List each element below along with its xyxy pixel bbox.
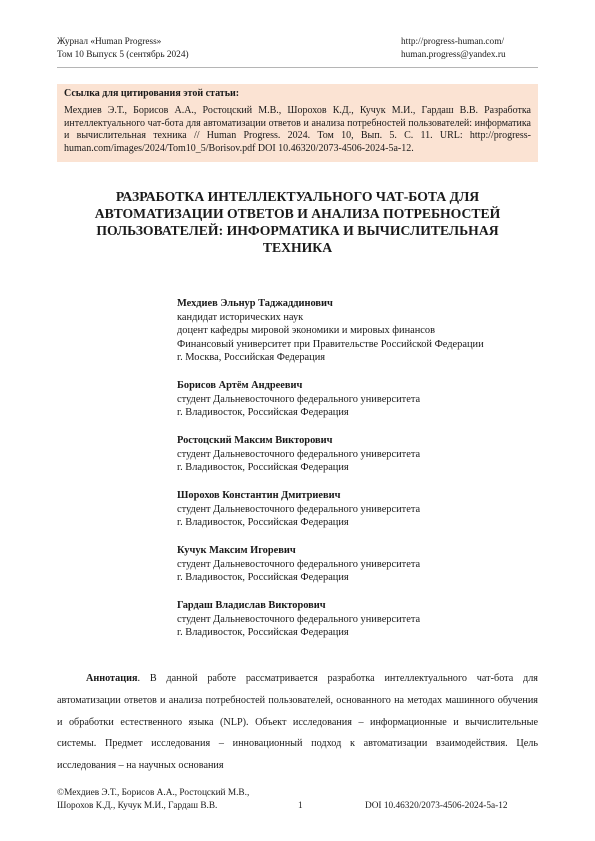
title-line: РАЗРАБОТКА ИНТЕЛЛЕКТУАЛЬНОГО ЧАТ-БОТА ДЛЯ	[115, 189, 480, 204]
author-affiliation: студент Дальневосточного федерального университета	[177, 393, 421, 405]
abstract-label: Аннотация	[86, 673, 138, 685]
journal-header-right	[401, 36, 506, 62]
journal-email-link[interactable]: human.progress@yandex.ru	[401, 50, 506, 60]
author-affiliation: студент Дальневосточного федерального университета	[177, 448, 421, 460]
author-affiliation: студент Дальневосточного федерального университета	[177, 613, 421, 625]
footer-doi: DOI 10.46320/2073-4506-2024-5a-12	[365, 801, 508, 811]
copyright-line: Шорохов К.Д., Кучук М.И., Гардаш В.В.	[57, 800, 218, 811]
author-location: г. Владивосток, Российская Федерация	[177, 627, 349, 638]
author-name: Шорохов Константин Дмитриевич	[177, 490, 341, 501]
abstract-paragraph	[57, 668, 538, 777]
author-affiliation: студент Дальневосточного федерального университета	[177, 558, 421, 570]
author-location: г. Москва, Российская Федерация	[177, 352, 326, 363]
author-name: Мехдиев Эльнур Таджаддинович	[177, 298, 333, 309]
author-block	[177, 379, 547, 420]
author-affiliation: Финансовый университет при Правительстве Российской Федерации	[177, 338, 484, 350]
citation-heading: Ссылка для цитирования этой статьи:	[64, 88, 240, 99]
author-degree: кандидат исторических наук	[177, 311, 304, 323]
author-name: Кучук Максим Игоревич	[177, 545, 296, 556]
author-name: Ростоцский Максим Викторович	[177, 435, 333, 446]
author-block	[177, 297, 547, 365]
article-title	[57, 188, 538, 256]
author-position: доцент кафедры мировой экономики и мировых финансов	[177, 325, 436, 336]
author-block	[177, 599, 547, 640]
journal-header-left	[57, 36, 189, 62]
journal-issue: Том 10 Выпуск 5 (сентябрь 2024)	[57, 50, 189, 60]
author-name: Гардаш Владислав Викторович	[177, 600, 326, 611]
copyright-line: ©Мехдиев Э.Т., Борисов А.А., Ростоцский М.В.,	[57, 788, 250, 798]
footer-copyright	[57, 787, 249, 813]
author-list	[177, 297, 547, 654]
page-number: 1	[298, 801, 303, 811]
citation-box	[57, 84, 538, 162]
author-name: Борисов Артём Андреевич	[177, 380, 303, 391]
author-location: г. Владивосток, Российская Федерация	[177, 517, 349, 528]
citation-text: Мехдиев Э.Т., Борисов А.А., Ростоцский М.В., Шорохов К.Д., Кучук М.И., Гардаш В.В. Разработка интеллектуального чат-бота для автоматизации ответов и анализа потребностей пользователей: информатика и вычислительная техника // Human Progress. 2024. Том 10, Вып. 5. С. 11. URL: http://progress-human.com/images/2024/Tom10_5/Borisov.pdf DOI 10.46320/2073-4506-2024-5a-12.	[64, 104, 531, 155]
journal-name: Журнал «Human Progress»	[57, 37, 162, 47]
header-divider	[57, 67, 538, 68]
author-block	[177, 434, 547, 475]
abstract-text: . В данной работе рассматривается разработка интеллектуального чат-бота для автоматизации ответов и анализа потребностей пользователей, основанного на методах машинного обучения и обработки естественного языка (NLP). Объект исследования – информационные и вычислительные системы. Предмет исследования – инновационный подход к автоматизации взаимодействия. Цель исследования – на научных основания	[57, 673, 538, 771]
author-location: г. Владивосток, Российская Федерация	[177, 462, 349, 473]
title-line: АВТОМАТИЗАЦИИ ОТВЕТОВ И АНАЛИЗА ПОТРЕБНОСТЕЙ	[94, 206, 501, 221]
journal-url-link[interactable]: http://progress-human.com/	[401, 37, 505, 47]
author-location: г. Владивосток, Российская Федерация	[177, 572, 349, 583]
author-block	[177, 544, 547, 585]
title-line: ТЕХНИКА	[262, 240, 333, 255]
title-line: ПОЛЬЗОВАТЕЛЕЙ: ИНФОРМАТИКА И ВЫЧИСЛИТЕЛЬНАЯ	[96, 223, 499, 238]
author-location: г. Владивосток, Российская Федерация	[177, 407, 349, 418]
author-block	[177, 489, 547, 530]
author-affiliation: студент Дальневосточного федерального университета	[177, 503, 421, 515]
